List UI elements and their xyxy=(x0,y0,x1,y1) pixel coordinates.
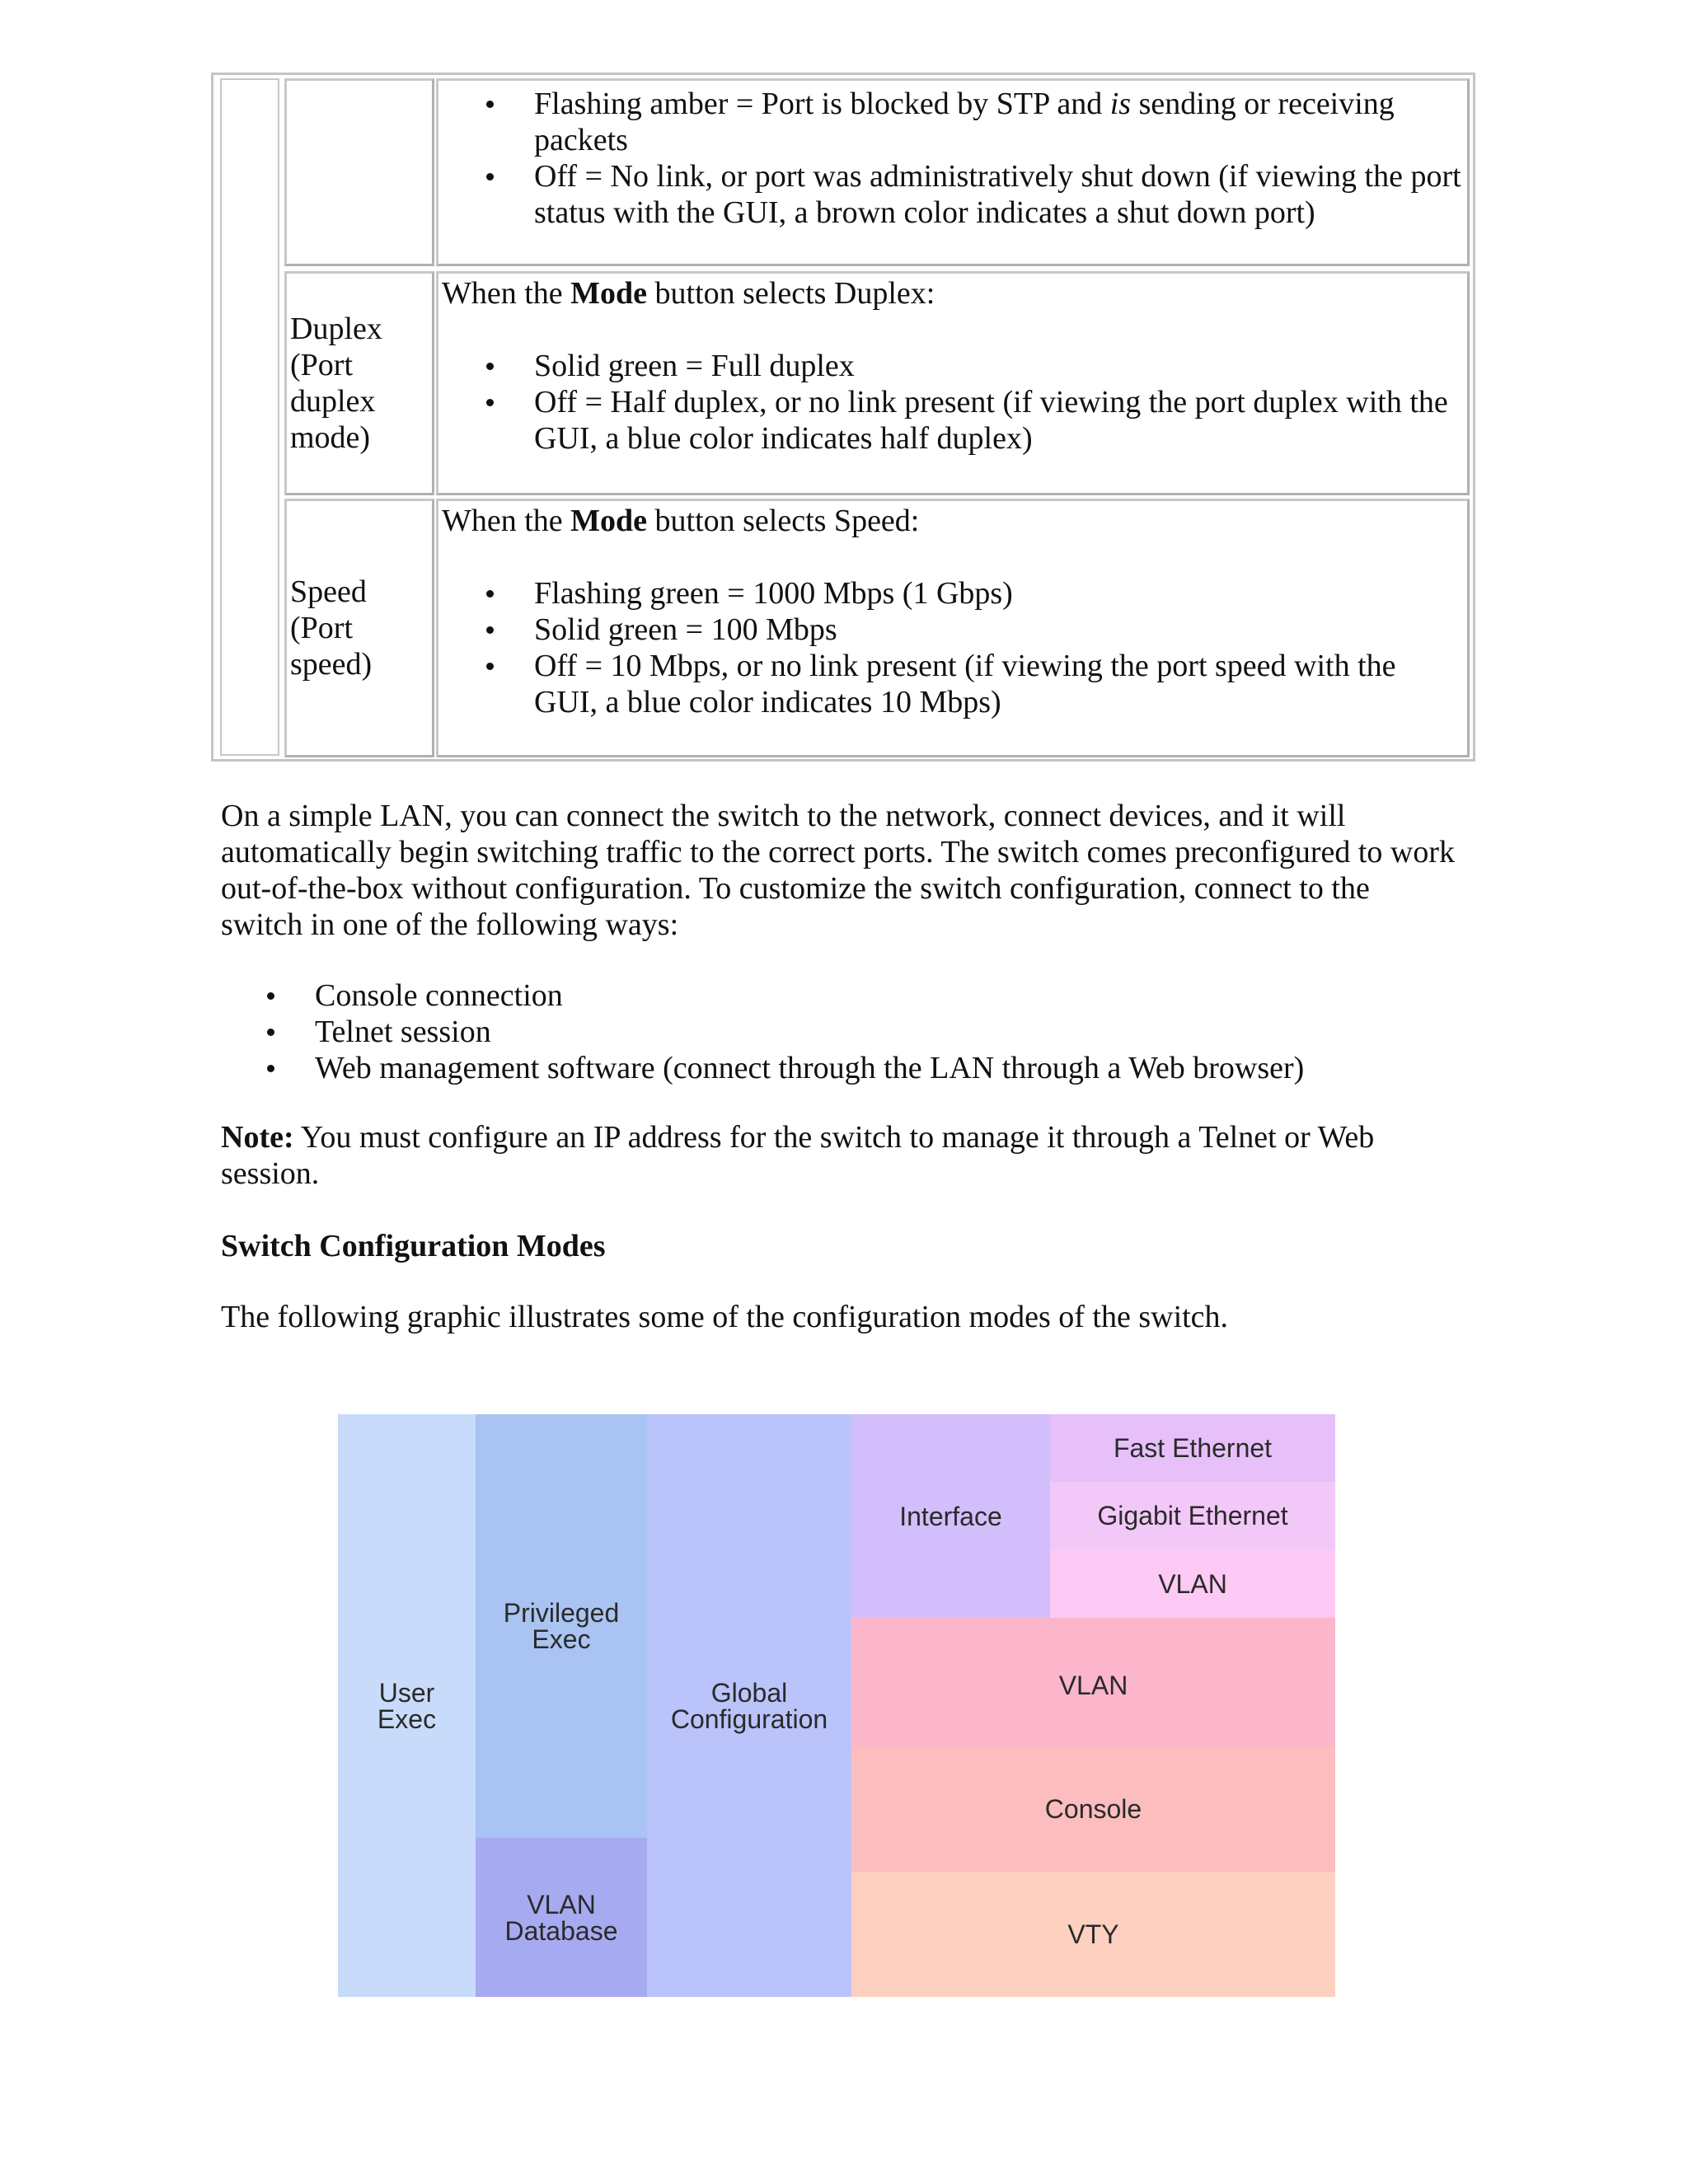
configuration-modes-diagram xyxy=(338,1414,1335,1997)
list-item: Solid green = Full duplex xyxy=(534,348,1467,384)
list-item: Off = Half duplex, or no link present (if viewing the port duplex with the GUI, a blue color indicates half duplex) xyxy=(534,384,1467,457)
list-item: Solid green = 100 Mbps xyxy=(534,612,1467,648)
table-row-link-name xyxy=(284,78,434,266)
note-text: You must configure an IP address for the switch to manage it through a Telnet or Web session. xyxy=(221,1120,1375,1191)
speed-intro: When the Mode button selects Speed: xyxy=(442,504,920,538)
table-left-column xyxy=(220,78,279,756)
privileged-exec-block: Privileged Exec xyxy=(476,1414,647,1838)
table-row-duplex-description xyxy=(436,271,1470,495)
vlan-block: VLAN xyxy=(851,1618,1335,1746)
link-status-list xyxy=(442,86,1467,231)
list-item: Off = 10 Mbps, or no link present (if viewing the port speed with the GUI, a blue color indicates 10 Mbps) xyxy=(534,648,1467,720)
vlan-database-block: VLAN Database xyxy=(476,1838,647,1997)
section-heading: Switch Configuration Modes xyxy=(221,1229,606,1263)
diagram-caption: The following graphic illustrates some of the configuration modes of the switch. xyxy=(221,1300,1229,1334)
interface-block: Interface xyxy=(851,1414,1050,1618)
speed-status-list xyxy=(442,575,1467,720)
global-configuration-block: Global Configuration xyxy=(647,1414,851,1997)
vty-block: VTY xyxy=(851,1872,1335,1997)
table-row-duplex-name: Duplex (Port duplex mode) xyxy=(284,271,434,495)
table-row-link-description xyxy=(436,78,1470,266)
led-status-table xyxy=(211,73,1475,762)
duplex-intro: When the Mode button selects Duplex: xyxy=(442,276,935,311)
console-block: Console xyxy=(851,1746,1335,1872)
list-item: Flashing amber = Port is blocked by STP and is sending or receiving packets xyxy=(534,86,1467,158)
list-item: Flashing green = 1000 Mbps (1 Gbps) xyxy=(534,575,1467,612)
table-row-speed-description xyxy=(436,499,1470,757)
fast-ethernet-block: Fast Ethernet xyxy=(1050,1414,1335,1482)
list-item: Web management software (connect through the LAN through a Web browser) xyxy=(315,1051,1305,1085)
intro-paragraph: On a simple LAN, you can connect the switch to the network, connect devices, and it will automatically begin switching traffic to the correct ports. The switch comes preconfigured to work out-of-the-box without configuration. To customize the switch configuration, connect to the switch in one of the following ways: xyxy=(221,799,1456,942)
list-item: Console connection xyxy=(315,977,1304,1014)
gigabit-ethernet-block: Gigabit Ethernet xyxy=(1050,1482,1335,1549)
list-item: Telnet session xyxy=(315,1014,1304,1050)
connection-methods-list xyxy=(221,977,1304,1086)
table-row-speed-name: Speed (Port speed) xyxy=(284,499,434,757)
user-exec-block: User Exec xyxy=(338,1414,476,1997)
note-paragraph xyxy=(221,1119,1457,1192)
note-label: Note: xyxy=(221,1120,294,1155)
interface-vlan-block: VLAN xyxy=(1050,1549,1335,1618)
duplex-status-list xyxy=(442,348,1467,457)
list-item: Off = No link, or port was administratively shut down (if viewing the port status with the GUI, a brown color indicates a shut down port) xyxy=(534,158,1467,231)
